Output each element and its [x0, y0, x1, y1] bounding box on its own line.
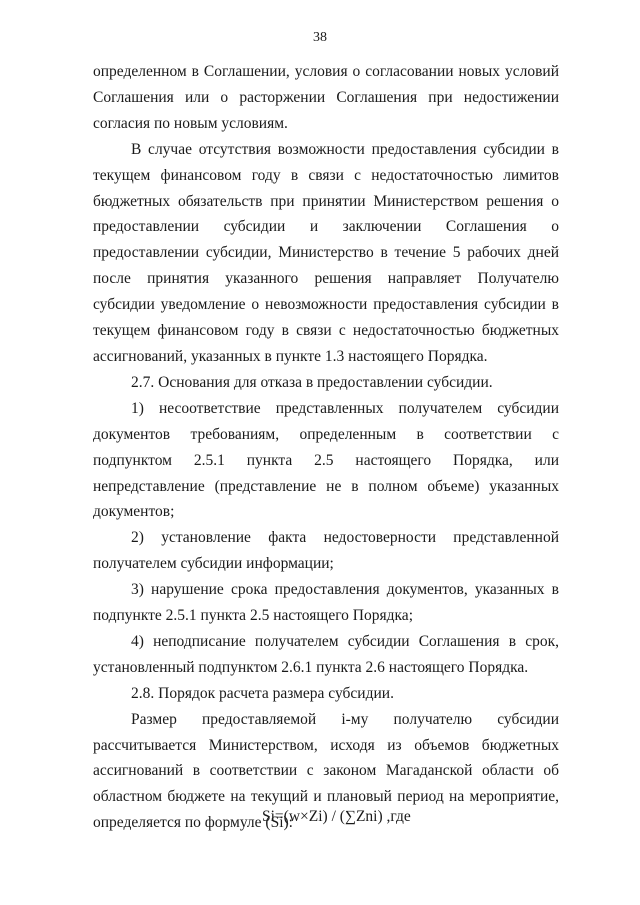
section-heading-2-8: 2.8. Порядок расчета размера субсидии.	[131, 684, 394, 702]
list-item-1: 1) несоответствие представленных получателем субсидии документов требованиям, определенным в соответствии с подпунктом 2.5.1 пункта 2.5 настоящего Порядка, или непредставление (представление не в полном объеме) указанных документов;	[93, 399, 559, 521]
page-number: 38	[313, 30, 327, 45]
paragraph-continuation: определенном в Соглашении, условия о согласовании новых условий Соглашения или о расторжении Соглашения при недостижении согласия по новым условиям.	[93, 63, 559, 132]
body-text	[93, 59, 559, 836]
list-item-3: 3) нарушение срока предоставления документов, указанных в подпункте 2.5.1 пункта 2.5 настоящего Порядка;	[93, 581, 559, 625]
list-item-2: 2) установление факта недостоверности представленной получателем субсидии информации;	[93, 529, 559, 573]
paragraph-calculation: Размер предоставляемой i-му получателю субсидии рассчитывается Министерством, исходя из объемов бюджетных ассигнований в соответствии с законом Магаданской области об областном бюджете на текущий и плановый период на мероприятие, определяется по формуле (Si):	[93, 710, 559, 832]
section-heading-2-7: 2.7. Основания для отказа в предоставлении субсидии.	[131, 373, 493, 391]
list-item-4: 4) неподписание получателем субсидии Соглашения в срок, установленный подпунктом 2.6.1 пункта 2.6 настоящего Порядка.	[93, 632, 559, 676]
paragraph-subsidy-notice: В случае отсутствия возможности предоставления субсидии в текущем финансовом году в связи с недостаточностью лимитов бюджетных обязательств при принятии Министерством решения о предоставлении субсидии и заключении Соглашения о предоставлении субсидии, Министерство в течение 5 рабочих дней после принятия указанного решения направляет Получателю субсидии уведомление о невозможности предоставления субсидии в текущем финансовом году в связи с недостаточностью бюджетных ассигнований, указанных в пункте 1.3 настоящего Порядка.	[93, 140, 559, 365]
subsidy-formula: Si=(w×Zi) / (∑Zni) ,где	[262, 808, 411, 825]
